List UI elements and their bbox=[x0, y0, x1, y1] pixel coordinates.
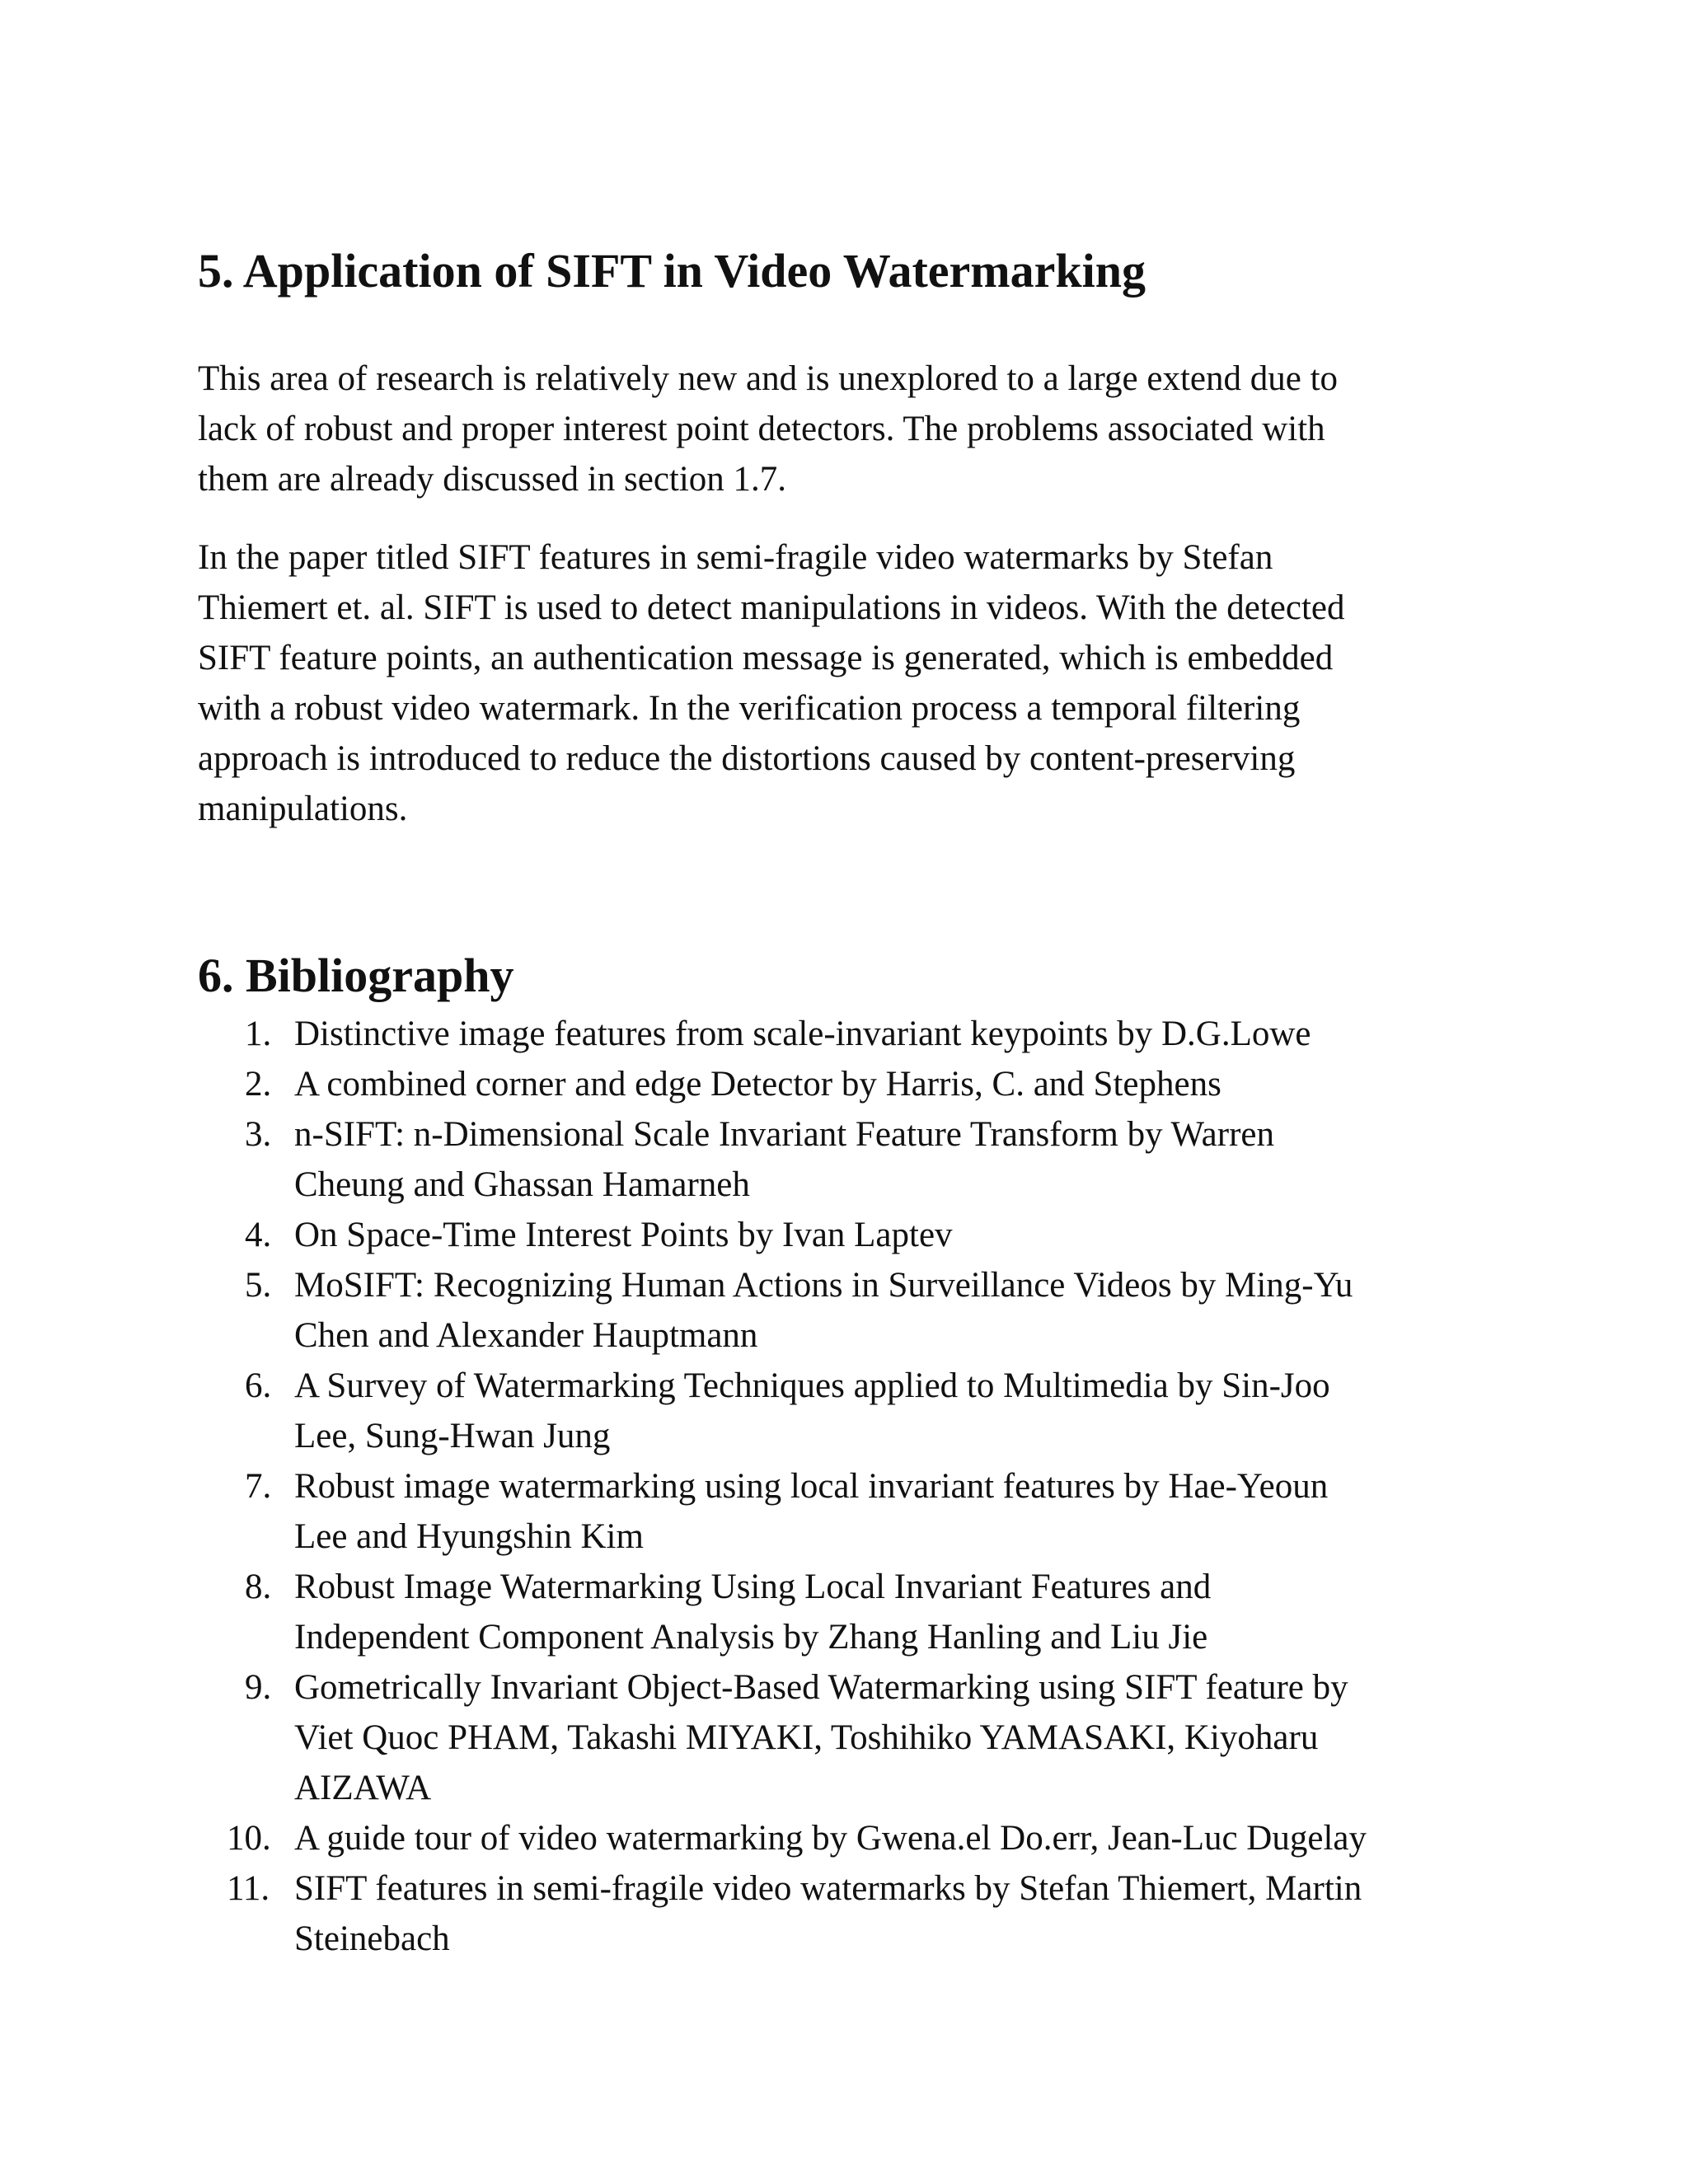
bibliography-item-number: 1. bbox=[245, 1015, 272, 1053]
bibliography-item-number: 11. bbox=[227, 1869, 270, 1908]
bibliography-item-line: Steinebach bbox=[294, 1919, 450, 1958]
paragraph-line: This area of research is relatively new and is unexplored to a large extend due to bbox=[198, 359, 1339, 398]
bibliography-item-number: 3. bbox=[245, 1115, 272, 1154]
bibliography-item-number: 8. bbox=[245, 1568, 272, 1606]
bibliography-item-line: SIFT features in semi-fragile video watermarks by Stefan Thiemert, Martin bbox=[294, 1869, 1362, 1908]
bibliography-item-line: A combined corner and edge Detector by Harris, C. and Stephens bbox=[294, 1065, 1221, 1104]
bibliography-item-number: 9. bbox=[245, 1668, 272, 1707]
bibliography-item-number: 5. bbox=[245, 1266, 272, 1305]
paragraph-line: them are already discussed in section 1.7. bbox=[198, 460, 787, 499]
bibliography-item-line: Lee and Hyungshin Kim bbox=[294, 1517, 644, 1556]
bibliography-item-number: 2. bbox=[245, 1065, 272, 1104]
paragraph-line: manipulations. bbox=[198, 790, 408, 828]
paragraph-line: SIFT feature points, an authentication message is generated, which is embedded bbox=[198, 639, 1334, 677]
bibliography-item-line: A guide tour of video watermarking by Gwena.el Do.err, Jean-Luc Dugelay bbox=[294, 1819, 1367, 1858]
bibliography-item-line: Gometrically Invariant Object-Based Watermarking using SIFT feature by bbox=[294, 1668, 1348, 1707]
bibliography-item-line: AIZAWA bbox=[294, 1769, 432, 1807]
bibliography-item-line: Robust image watermarking using local invariant features by Hae-Yeoun bbox=[294, 1467, 1329, 1506]
bibliography-item-line: Viet Quoc PHAM, Takashi MIYAKI, Toshihiko YAMASAKI, Kiyoharu bbox=[294, 1718, 1319, 1757]
paragraph-line: with a robust video watermark. In the verification process a temporal filtering bbox=[198, 689, 1301, 728]
section-5-heading: 5. Application of SIFT in Video Watermarking bbox=[198, 244, 1146, 298]
bibliography-item-number: 10. bbox=[227, 1819, 271, 1858]
bibliography-item-line: Lee, Sung-Hwan Jung bbox=[294, 1417, 611, 1455]
paragraph-line: Thiemert et. al. SIFT is used to detect manipulations in videos. With the detected bbox=[198, 588, 1345, 627]
bibliography-item-number: 6. bbox=[245, 1366, 272, 1405]
bibliography-item-line: MoSIFT: Recognizing Human Actions in Surveillance Videos by Ming-Yu bbox=[294, 1266, 1353, 1305]
section-6-heading: 6. Bibliography bbox=[198, 949, 514, 1002]
bibliography-item-number: 7. bbox=[245, 1467, 272, 1506]
paragraph-line: lack of robust and proper interest point detectors. The problems associated with bbox=[198, 410, 1325, 448]
bibliography-item-line: A Survey of Watermarking Techniques applied to Multimedia by Sin-Joo bbox=[294, 1366, 1330, 1405]
bibliography-item-line: Cheung and Ghassan Hamarneh bbox=[294, 1165, 750, 1204]
bibliography-item-line: Robust Image Watermarking Using Local Invariant Features and bbox=[294, 1568, 1212, 1606]
bibliography-item-line: Independent Component Analysis by Zhang Hanling and Liu Jie bbox=[294, 1618, 1208, 1657]
bibliography-item-number: 4. bbox=[245, 1216, 272, 1254]
bibliography-item-line: On Space-Time Interest Points by Ivan Laptev bbox=[294, 1216, 953, 1254]
bibliography-item-line: Chen and Alexander Hauptmann bbox=[294, 1316, 758, 1355]
paragraph-line: approach is introduced to reduce the distortions caused by content-preserving bbox=[198, 739, 1296, 778]
bibliography-item-line: Distinctive image features from scale-invariant keypoints by D.G.Lowe bbox=[294, 1015, 1311, 1053]
bibliography-item-line: n-SIFT: n-Dimensional Scale Invariant Feature Transform by Warren bbox=[294, 1115, 1274, 1154]
paragraph-line: In the paper titled SIFT features in semi-fragile video watermarks by Stefan bbox=[198, 538, 1273, 577]
